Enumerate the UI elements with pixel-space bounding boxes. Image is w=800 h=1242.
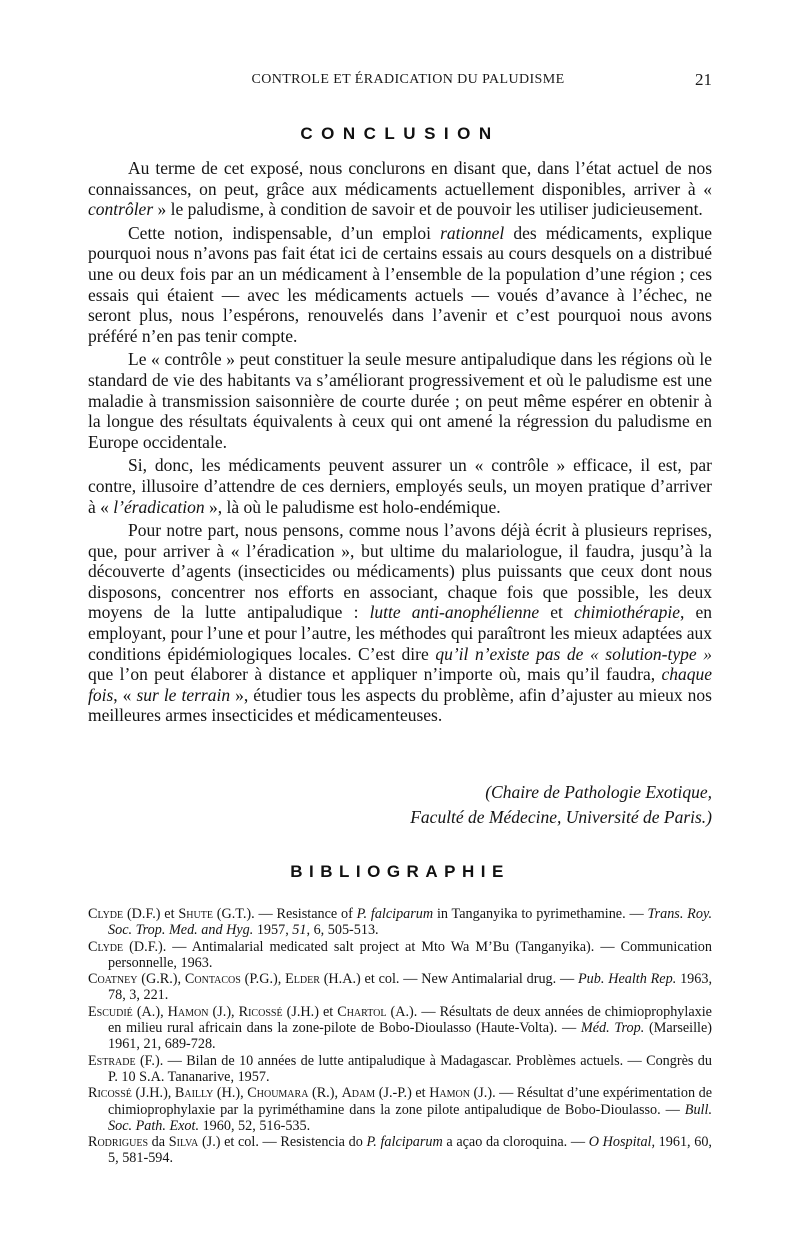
text-run: (H.A.) et col. — New Antimalarial drug. — [319,971,578,988]
conclusion-paragraph [88,520,712,726]
bibliography-entry [88,939,712,972]
italic-text: l’éradication [113,496,205,517]
text-run: Si, donc, les médicaments peuvent assurer un « contrôle » efficace, il est, par contre, illusoire d’attendre de ces derniers, employés seuls, un moyen pratique d’arriver à « [88,455,712,517]
text-run: », étudier tous les aspects du problème, afin d’ajuster au mieux nos meilleures armes insecticides et médicamenteuses. [88,684,712,726]
author-affiliation [300,780,712,830]
italic-text: P. falciparum [366,1134,443,1151]
running-title: CONTROLE ET ÉRADICATION DU PALUDISME [251,72,565,87]
text-run: (A.), [132,1003,168,1020]
text-run: (R.), [308,1085,342,1102]
bibliography-entry [88,1085,712,1134]
text-run: (J.), [208,1003,239,1020]
author-name: Hamon [429,1085,470,1102]
italic-text: sur le terrain [136,684,231,705]
text-run: 1963, 78, 3, 221. [108,971,712,1004]
text-run: (J.-P.) et [375,1085,430,1102]
italic-text: contrôler [88,199,154,220]
text-run: (H.), [213,1085,248,1102]
conclusion-paragraph [88,158,712,220]
italic-text: qu’il n’existe pas de « solution-type » [435,643,712,664]
text-run: que l’on peut élaborer à distance et appliquer n’importe où, mais qu’il faudra, [88,664,662,685]
author-name: Clyde [88,938,124,955]
conclusion-paragraph [88,455,712,517]
text-run: a açao da cloroquina. — [442,1134,589,1151]
text-run: (P.G.), [240,971,286,988]
text-run: , en employant, pour l’une et pour l’autre, les méthodes qui paraîtront les mieux adaptées aux conditions épidémiologiques locales. C’est dire [88,602,712,664]
affiliation-line-1: (Chaire de Pathologie Exotique, [485,782,712,802]
text-run: 1957, [253,922,293,939]
text-run: (J.). — Résultat d’une expérimentation de chimioprophylaxie par la pyriméthamine dans la zone pilote antipaludique de Bobo-Dioulasso. — [108,1085,712,1118]
author-name: Chartol [337,1003,387,1020]
text-run: (G.R.), [137,971,185,988]
text-run: (J.) et col. — Resistencia do [198,1134,367,1151]
text-run: , 6, 505-513. [306,922,379,939]
affiliation-line-2: Faculté de Médecine, Université de Paris.) [410,807,712,827]
text-run: in Tanganyika to pyrimethamine. — [433,906,648,922]
text-run: Cette notion, indispensable, d’un emploi [128,222,441,243]
bibliography-entry [88,1134,712,1167]
text-run: (A.). — Résultats de deux années de chimioprophylaxie en milieu rural africain dans la zone-pilote de Bobo-Dioulasso (Haute-Volta). — [108,1003,712,1037]
bibliography-heading: BIBLIOGRAPHIE [290,862,510,881]
conclusion-body [88,158,712,729]
text-run: 1961, 60, 5, 581-594. [108,1134,712,1167]
italic-text: Pub. Health Rep. [578,971,677,988]
text-run: » le paludisme, à condition de savoir et de pouvoir les utiliser judicieusement. [153,199,703,220]
italic-text: Bull. Soc. Path. Exot. [108,1101,712,1134]
author-name: Shute [178,906,213,922]
italic-text: P. falciparum [356,906,434,922]
conclusion-paragraph [88,223,712,347]
text-run: (D.F.). — Antimalarial medicated salt project at Mto Wa M’Bu (Tanganyika). — Communication personnelle, 1963. [108,938,712,971]
italic-text: Méd. Trop. [580,1020,645,1037]
author-name: Adam [341,1085,376,1102]
author-name: Hamon [167,1003,209,1020]
text-run: », là où le paludisme est holo-endémique. [204,496,501,517]
bibliography-entry [88,906,712,939]
bibliography-entry [88,1004,712,1053]
text-run: , « [113,684,137,705]
author-name: Bailly [174,1085,214,1102]
author-name: Ricossé [238,1003,283,1020]
text-run: (F.). — Bilan de 10 années de lutte antipaludique à Madagascar. Problèmes actuels. — Congrès du P. 10 S.A. Tananarive, 1957. [108,1052,712,1085]
bibliography-entry [88,971,712,1004]
italic-text: chaque fois [88,664,712,705]
author-name: Elder [285,971,320,988]
bibliography-list [88,906,712,1167]
text-run: (Marseille) 1961, 21, 689-728. [108,1020,713,1053]
text-run: (J.H.) et [282,1003,338,1020]
italic-text: rationnel [440,222,505,243]
italic-text: chimiothérapie [574,602,680,623]
text-run: et [539,602,575,623]
author-name: Clyde [88,906,124,922]
italic-text: O Hospital, [588,1134,656,1151]
text-run: 1960, 52, 516-535. [199,1117,311,1134]
author-name: Rodrigues [88,1134,149,1151]
text-run: da [148,1134,169,1151]
author-name: Coatney [88,971,138,988]
bibliography-entry [88,1053,712,1086]
text-run: Au terme de cet exposé, nous conclurons en disant que, dans l’état actuel de nos connaissances, on peut, grâce aux médicaments actuellement disponibles, arriver à « [88,158,712,199]
author-name: Choumara [247,1085,309,1102]
text-run: (G.T.). — Resistance of [212,906,357,922]
italic-text: 51 [292,922,307,939]
author-name: Contacos [184,971,241,988]
text-run: Pour notre part, nous pensons, comme nous l’avons déjà écrit à plusieurs reprises, que, pour arriver à « l’éradication », but ultime du malariologue, il faudra, jusqu’à la découverte d’agents (insecticides ou médicaments) plus puissants que ceux dont nous disposons, concentrer nos efforts en associant, chaque fois que possible, les deux moyens de la lutte antipaludique : [88,520,712,623]
text-run: des médicaments, explique pourquoi nous n’avons pas fait état ici de certains essais au cours desquels on a distribué une ou deux fois par an un médicament à l’ensemble de la population d’une région ; ces essais qui étaient — avec les médicaments actuels — voués d’avance à l’échec, ne seront plus, nous l’espérons, renouvelés dans l’avenir et c’est pourquoi nous avons préféré n’en pas tenir compte. [88,222,712,346]
conclusion-paragraph [88,349,712,452]
author-name: Ricossé [88,1085,132,1102]
page-number: 21 [695,70,712,89]
author-name: Estrade [88,1052,136,1069]
author-name: Silva [168,1134,199,1151]
text-run: (D.F.) et [123,906,179,922]
italic-text: Trans. Roy. Soc. Trop. Med. and Hyg. [108,906,713,939]
italic-text: lutte anti-anophélienne [369,602,540,623]
conclusion-heading: CONCLUSION [300,124,500,143]
author-name: Escudié [88,1003,133,1020]
text-run: (J.H.), [131,1085,175,1102]
text-run: Le « contrôle » peut constituer la seule mesure antipaludique dans les régions où le standard de vie des habitants va s’améliorant progressivement et où le paludisme est une maladie à transmission saisonnière de courte durée ; on peut même espérer en obtenir à la longue des résultats équivalents à ceux qui ont amené la régression du paludisme en Europe occidentale. [88,349,712,452]
